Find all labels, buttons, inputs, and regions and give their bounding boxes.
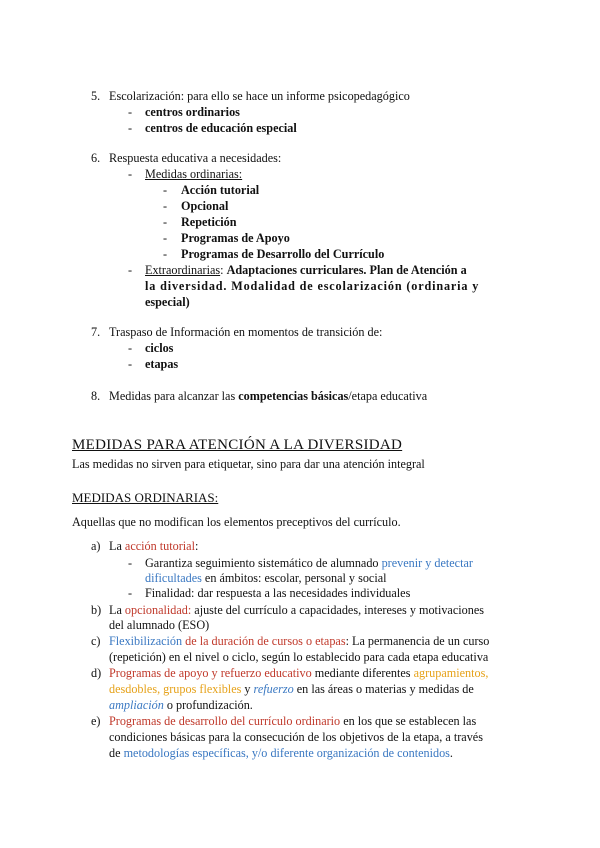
- dash-bullet: -: [128, 121, 133, 135]
- extraordinarias-text-2: la diversidad. Modalidad de escolarización (ordinaria y: [145, 279, 480, 293]
- dash-bullet: -: [163, 215, 168, 229]
- list-number-5: 5.: [91, 89, 101, 103]
- item-a-sub1-blue: prevenir y detectar: [381, 556, 473, 570]
- item-a-text: [109, 538, 198, 554]
- item-c-line2: (repetición) en el nivel o ciclo, según lo establecido para cada etapa educativa: [109, 650, 489, 664]
- list-marker-c: c): [91, 634, 101, 648]
- list-number-8: 8.: [91, 389, 101, 403]
- item-c-red: de la duración de cursos o etapas: [182, 634, 346, 648]
- dash-bullet: -: [163, 247, 168, 261]
- item-d-line1: [109, 665, 488, 681]
- list-marker-a: a): [91, 539, 101, 553]
- section7-label: Traspaso de Información en momentos de transición de:: [109, 325, 383, 339]
- item-c-blue: Flexibilización: [109, 634, 183, 648]
- item-e-line3-pre: de: [109, 746, 124, 760]
- list-marker-d: d): [91, 666, 102, 680]
- extraordinarias-text-3: especial): [145, 295, 190, 309]
- section8-text: [109, 388, 427, 404]
- extraordinarias-label: Extraordinarias: [145, 263, 221, 277]
- item-e-line3: [109, 745, 453, 761]
- dash-bullet: -: [128, 263, 133, 277]
- item-a-colored: acción tutorial: [124, 539, 195, 553]
- item-a-pre: La: [109, 539, 125, 553]
- item-d-orange2: desdobles, grupos flexibles: [109, 682, 242, 696]
- section8-post: /etapa educativa: [348, 389, 428, 403]
- intro-text: Las medidas no sirven para etiquetar, sino para dar una atención integral: [72, 457, 425, 471]
- dash-bullet: -: [163, 231, 168, 245]
- heading-medidas-diversidad: MEDIDAS PARA ATENCIÓN A LA DIVERSIDAD: [72, 437, 403, 453]
- item-d-blue-it: refuerzo: [253, 682, 294, 696]
- ordinarias-intro: Aquellas que no modifican los elementos preceptivos del currículo.: [72, 515, 401, 529]
- ordinarias-item-1: Acción tutorial: [181, 183, 260, 197]
- item-b-line2: del alumnado (ESO): [109, 618, 210, 632]
- item-b-pre: La: [109, 603, 125, 617]
- item-c-post: : La permanencia de un curso: [345, 634, 490, 648]
- item-e-line2: condiciones básicas para la consecución de los objetivos de la etapa, a través: [109, 730, 483, 744]
- item-d-post2: en las áreas o materias y medidas de: [293, 682, 474, 696]
- section7-item-1: ciclos: [145, 341, 174, 355]
- section8-bold: competencias básicas: [238, 389, 349, 403]
- dash-bullet: -: [128, 167, 133, 181]
- item-d-line2: [109, 681, 474, 697]
- item-d-line3: [109, 697, 253, 713]
- section8-pre: Medidas para alcanzar las: [109, 389, 239, 403]
- section6-label: Respuesta educativa a necesidades:: [109, 151, 282, 165]
- item-c-line1: [109, 633, 489, 649]
- item-b-line1: [109, 602, 484, 618]
- item-d-blue-it2: ampliación: [109, 698, 164, 712]
- item-a-sub1-pre: Garantiza seguimiento sistemático de alumnado: [145, 556, 382, 570]
- item-a-sub1-line1: [145, 555, 473, 571]
- list-marker-e: e): [91, 714, 101, 728]
- colon: :: [220, 263, 224, 277]
- dash-bullet: -: [163, 183, 168, 197]
- ordinarias-label: Medidas ordinarias:: [145, 167, 243, 181]
- dash-bullet: -: [163, 199, 168, 213]
- section5-item-1: centros ordinarios: [145, 105, 240, 119]
- item-d-and: y: [241, 682, 254, 696]
- list-marker-b: b): [91, 603, 102, 617]
- section5-item-2: centros de educación especial: [145, 121, 297, 135]
- item-b-post: ajuste del currículo a capacidades, intereses y motivaciones: [191, 603, 484, 617]
- item-e-line3-blue: metodologías específicas, y/o diferente organización de contenidos: [123, 746, 450, 760]
- ordinarias-item-3: Repetición: [181, 215, 237, 229]
- list-number-7: 7.: [91, 325, 101, 339]
- extraordinarias-line1: [145, 262, 467, 278]
- extraordinarias-text-1: Adaptaciones curriculares. Plan de Atención a: [226, 263, 467, 277]
- item-d-mid: mediante diferentes: [311, 666, 414, 680]
- item-e-line3-post: .: [449, 746, 453, 760]
- item-e-post: en los que se establecen las: [340, 714, 477, 728]
- ordinarias-item-4: Programas de Apoyo: [181, 231, 290, 245]
- dash-bullet: -: [128, 105, 133, 119]
- ordinarias-item-2: Opcional: [181, 199, 229, 213]
- section5-label: Escolarización: para ello se hace un informe psicopedagógico: [109, 89, 410, 103]
- item-d-post3: o profundización.: [163, 698, 253, 712]
- item-d-orange1: agrupamientos,: [413, 666, 489, 680]
- section7-item-2: etapas: [145, 357, 179, 371]
- dash-bullet: -: [128, 357, 133, 371]
- item-a-sub1-line2: [145, 570, 387, 586]
- item-d-red: Programas de apoyo y refuerzo educativo: [109, 666, 312, 680]
- heading-medidas-ordinarias: MEDIDAS ORDINARIAS:: [72, 490, 219, 505]
- item-a-sub1-line2-post: en ámbitos: escolar, personal y social: [201, 571, 387, 585]
- item-a-sub2: Finalidad: dar respuesta a las necesidades individuales: [145, 586, 411, 600]
- list-number-6: 6.: [91, 151, 101, 165]
- item-e-line1: [109, 713, 476, 729]
- item-a-post: :: [194, 539, 199, 553]
- dash-bullet: -: [128, 341, 133, 355]
- dash-bullet: -: [128, 556, 133, 570]
- item-a-sub1-line2-blue: dificultades: [145, 571, 202, 585]
- ordinarias-item-5: Programas de Desarrollo del Currículo: [181, 247, 385, 261]
- item-b-colored: opcionalidad:: [124, 603, 192, 617]
- dash-bullet: -: [128, 586, 133, 600]
- item-e-red: Programas de desarrollo del currículo ordinario: [109, 714, 341, 728]
